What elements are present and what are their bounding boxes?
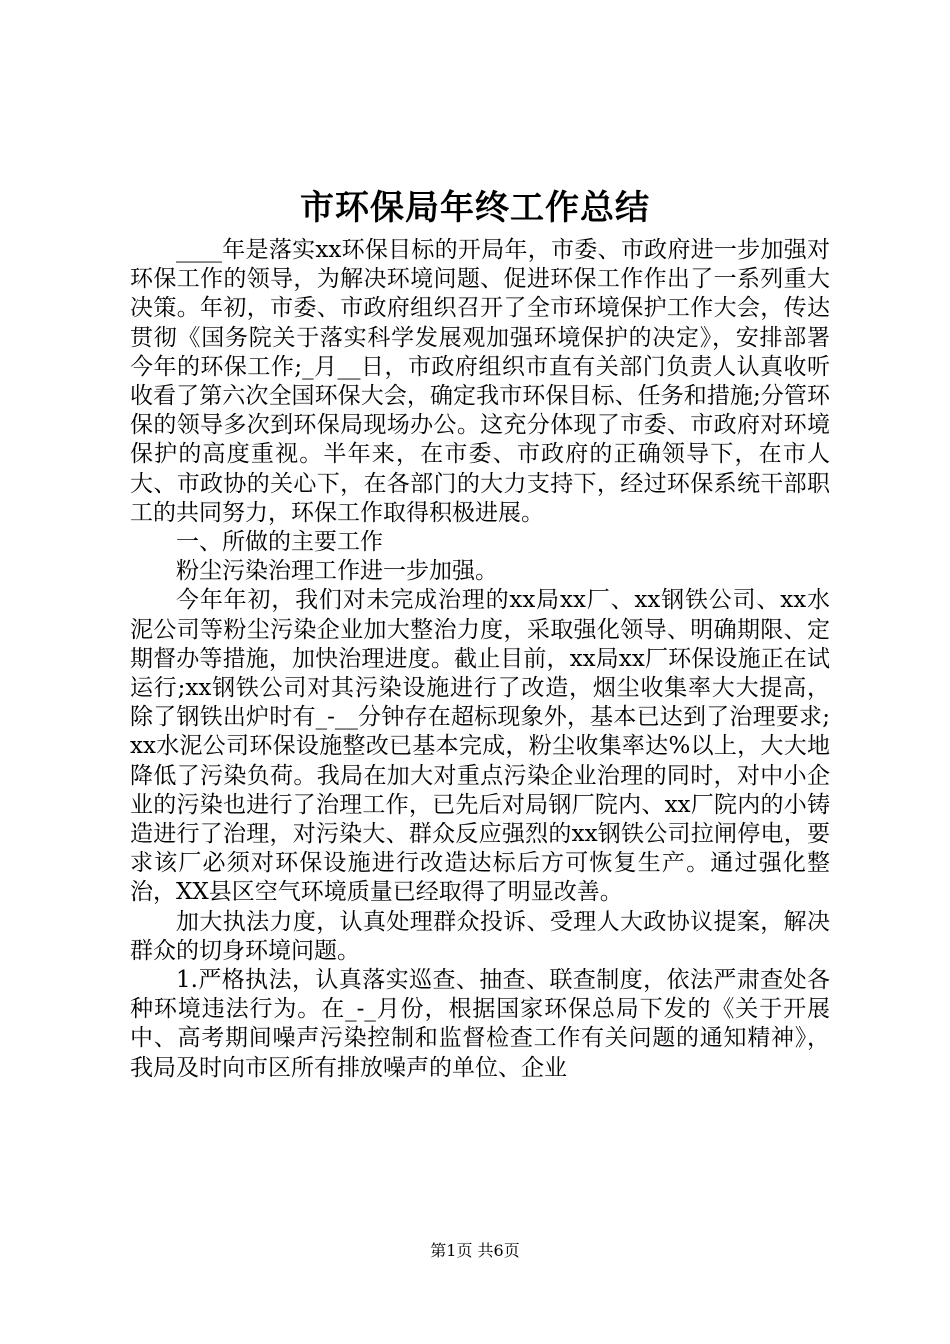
subheading-enforcement: 加大执法力度，认真处理群众投诉、受理人大政协议提案，解决群众的切身环境问题。 [130, 908, 830, 964]
subheading-dust-control: 粉尘污染治理工作进一步加强。 [176, 558, 498, 585]
page-title: 市环保局年终工作总结 [300, 188, 650, 228]
paragraph-intro: ____年是落实xx环保目标的开局年，市委、市政府进一步加强对环保工作的领导，为解决环境问题、促进环保工作作出了一系列重大决策。年初，市委、市政府组织召开了全市环境保护工作大会，传达贯彻《国务院关于落实科学发展观加强环境保护的决定》，安排部署今年的环保工作;_月__日，市政府组织市直有关部门负责人认真收听收看了第六次全国环保大会，确定我市环保目标、任务和措施;分管环保的领导多次到环保局现场办公。这充分体现了市委、市政府对环境保护的高度重视。半年来，在市委、市政府的正确领导下，在市人大、市政协的关心下，在各部门的大力支持下，经过环保系统干部职工的共同努力，环保工作取得积极进展。 [130, 237, 830, 526]
page-footer: 第1页 共6页 [430, 1241, 520, 1260]
document-body [130, 236, 830, 1083]
paragraph-enforcement-1: 1.严格执法，认真落实巡查、抽查、联查制度，依法严肃查处各种环境违法行为。在_-_月份，根据国家环保总局下发的《关于开展中、高考期间噪声污染控制和监督检查工作有关问题的通知精神》，我局及时向市区所有排放噪声的单位、企业 [130, 967, 830, 1081]
paragraph-dust-control: 今年年初，我们对未完成治理的xx局xx厂、xx钢铁公司、xx水泥公司等粉尘污染企业加大整治力度，采取强化领导、明确期限、定期督办等措施，加快治理进度。截止目前，xx局xx厂环保设施正在试运行;xx钢铁公司对其污染设施进行了改造，烟尘收集率大大提高，除了钢铁出炉时有_-__分钟存在超标现象外，基本已达到了治理要求;xx水泥公司环保设施整改已基本完成，粉尘收集率达%以上，大大地降低了污染负荷。我局在加大对重点污染企业治理的同时，对中小企业的污染也进行了治理工作，已先后对局钢厂院内、xx厂院内的小铸造进行了治理，对污染大、群众反应强烈的xx钢铁公司拉闸停电，要求该厂必须对环保设施进行改造达标后方可恢复生产。通过强化整治，XX县区空气环境质量已经取得了明显改善。 [130, 587, 830, 906]
section-heading-main-work: 一、所做的主要工作 [176, 529, 383, 556]
